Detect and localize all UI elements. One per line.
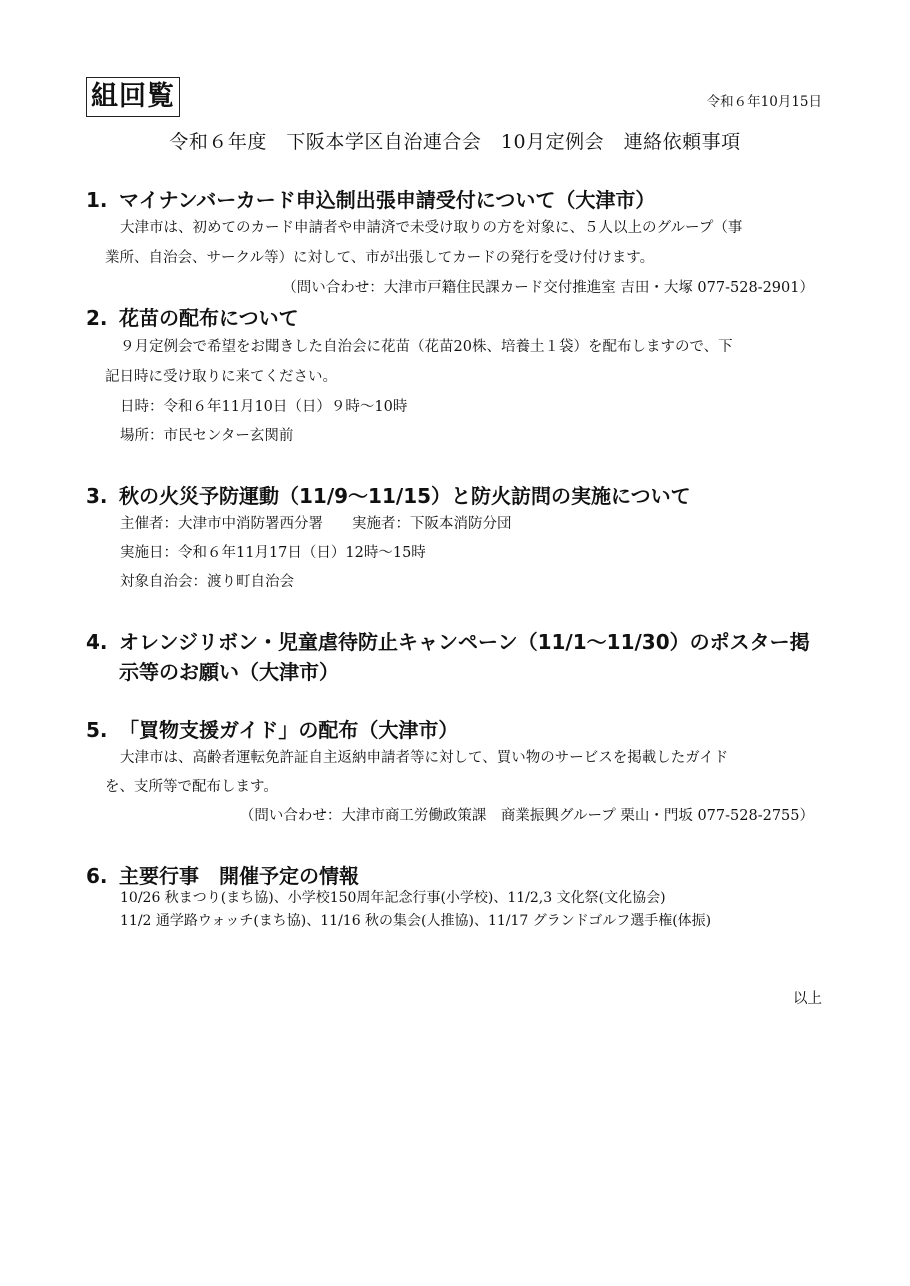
- section-6-heading: [86, 860, 359, 889]
- section-number: 4.: [86, 630, 108, 654]
- section-title: 秋の火災予防運動（11/9～11/15）と防火訪問の実施について: [119, 484, 691, 508]
- section-title: 主要行事 開催予定の情報: [119, 864, 359, 888]
- section-5-body-line: を、支所等で配布します。: [105, 779, 278, 795]
- section-3-detail: 実施日：令和６年11月17日（日）12時～15時: [120, 545, 426, 561]
- section-2-body-line: ９月定例会で希望をお聞きした自治会に花苗（花苗20株、培養土１袋）を配布しますので、下: [120, 339, 733, 355]
- section-3-detail: 対象自治会：渡り町自治会: [120, 574, 294, 590]
- section-title: 「買物支援ガイド」の配布（大津市）: [119, 718, 459, 742]
- section-4-heading-continued: 示等のお願い（大津市）: [119, 660, 339, 684]
- closing-mark: 以上: [793, 991, 822, 1007]
- section-title: 花苗の配布について: [119, 306, 299, 330]
- section-5-body-line: 大津市は、高齢者運転免許証自主返納申請者等に対して、買い物のサービスを掲載したガイド: [120, 750, 729, 766]
- section-number: 6.: [86, 864, 108, 888]
- kairan-stamp: 組回覧: [86, 77, 180, 117]
- section-number: 5.: [86, 718, 108, 742]
- event-line: 11/2 通学路ウォッチ(まち協)、11/16 秋の集会(人推協)、11/17 グランドゴルフ選手権(体振): [120, 913, 712, 929]
- event-line: 10/26 秋まつり(まち協)、小学校150周年記念行事(小学校)、11/2,3 文化祭(文化協会): [120, 890, 666, 906]
- section-5-heading: [86, 714, 458, 743]
- section-title: マイナンバーカード申込制出張申請受付について（大津市）: [119, 188, 656, 212]
- section-2-detail: 場所：市民センター玄関前: [120, 428, 294, 444]
- section-1-contact: （問い合わせ：大津市戸籍住民課カード交付推進室 吉田・大塚 077-528-2901）: [282, 280, 814, 296]
- section-2-heading: [86, 302, 299, 331]
- section-4-heading: [86, 626, 810, 655]
- section-1-body-line: 業所、自治会、サークル等）に対して、市が出張してカードの発行を受け付けます。: [105, 250, 655, 266]
- section-number: 3.: [86, 484, 108, 508]
- page-title: 令和６年度 下阪本学区自治連合会 10月定例会 連絡依頼事項: [169, 131, 741, 153]
- section-2-body-line: 記日時に受け取りに来てください。: [105, 369, 337, 385]
- issue-date: 令和６年10月15日: [706, 94, 822, 110]
- section-3-heading: [86, 480, 691, 509]
- section-number: 1.: [86, 188, 108, 212]
- section-2-detail: 日時：令和６年11月10日（日）９時～10時: [120, 399, 408, 415]
- section-number: 2.: [86, 306, 108, 330]
- section-title: オレンジリボン・児童虐待防止キャンペーン（11/1～11/30）のポスター掲: [119, 630, 810, 654]
- section-1-body-line: 大津市は、初めてのカード申請者や申請済で未受け取りの方を対象に、５人以上のグループ（事: [120, 220, 743, 236]
- section-5-contact: （問い合わせ：大津市商工労働政策課 商業振興グループ 栗山・門坂 077-528-2755）: [239, 808, 814, 824]
- section-1-heading: [86, 184, 655, 213]
- section-3-detail: 主催者：大津市中消防署西分署 実施者：下阪本消防分団: [120, 516, 512, 532]
